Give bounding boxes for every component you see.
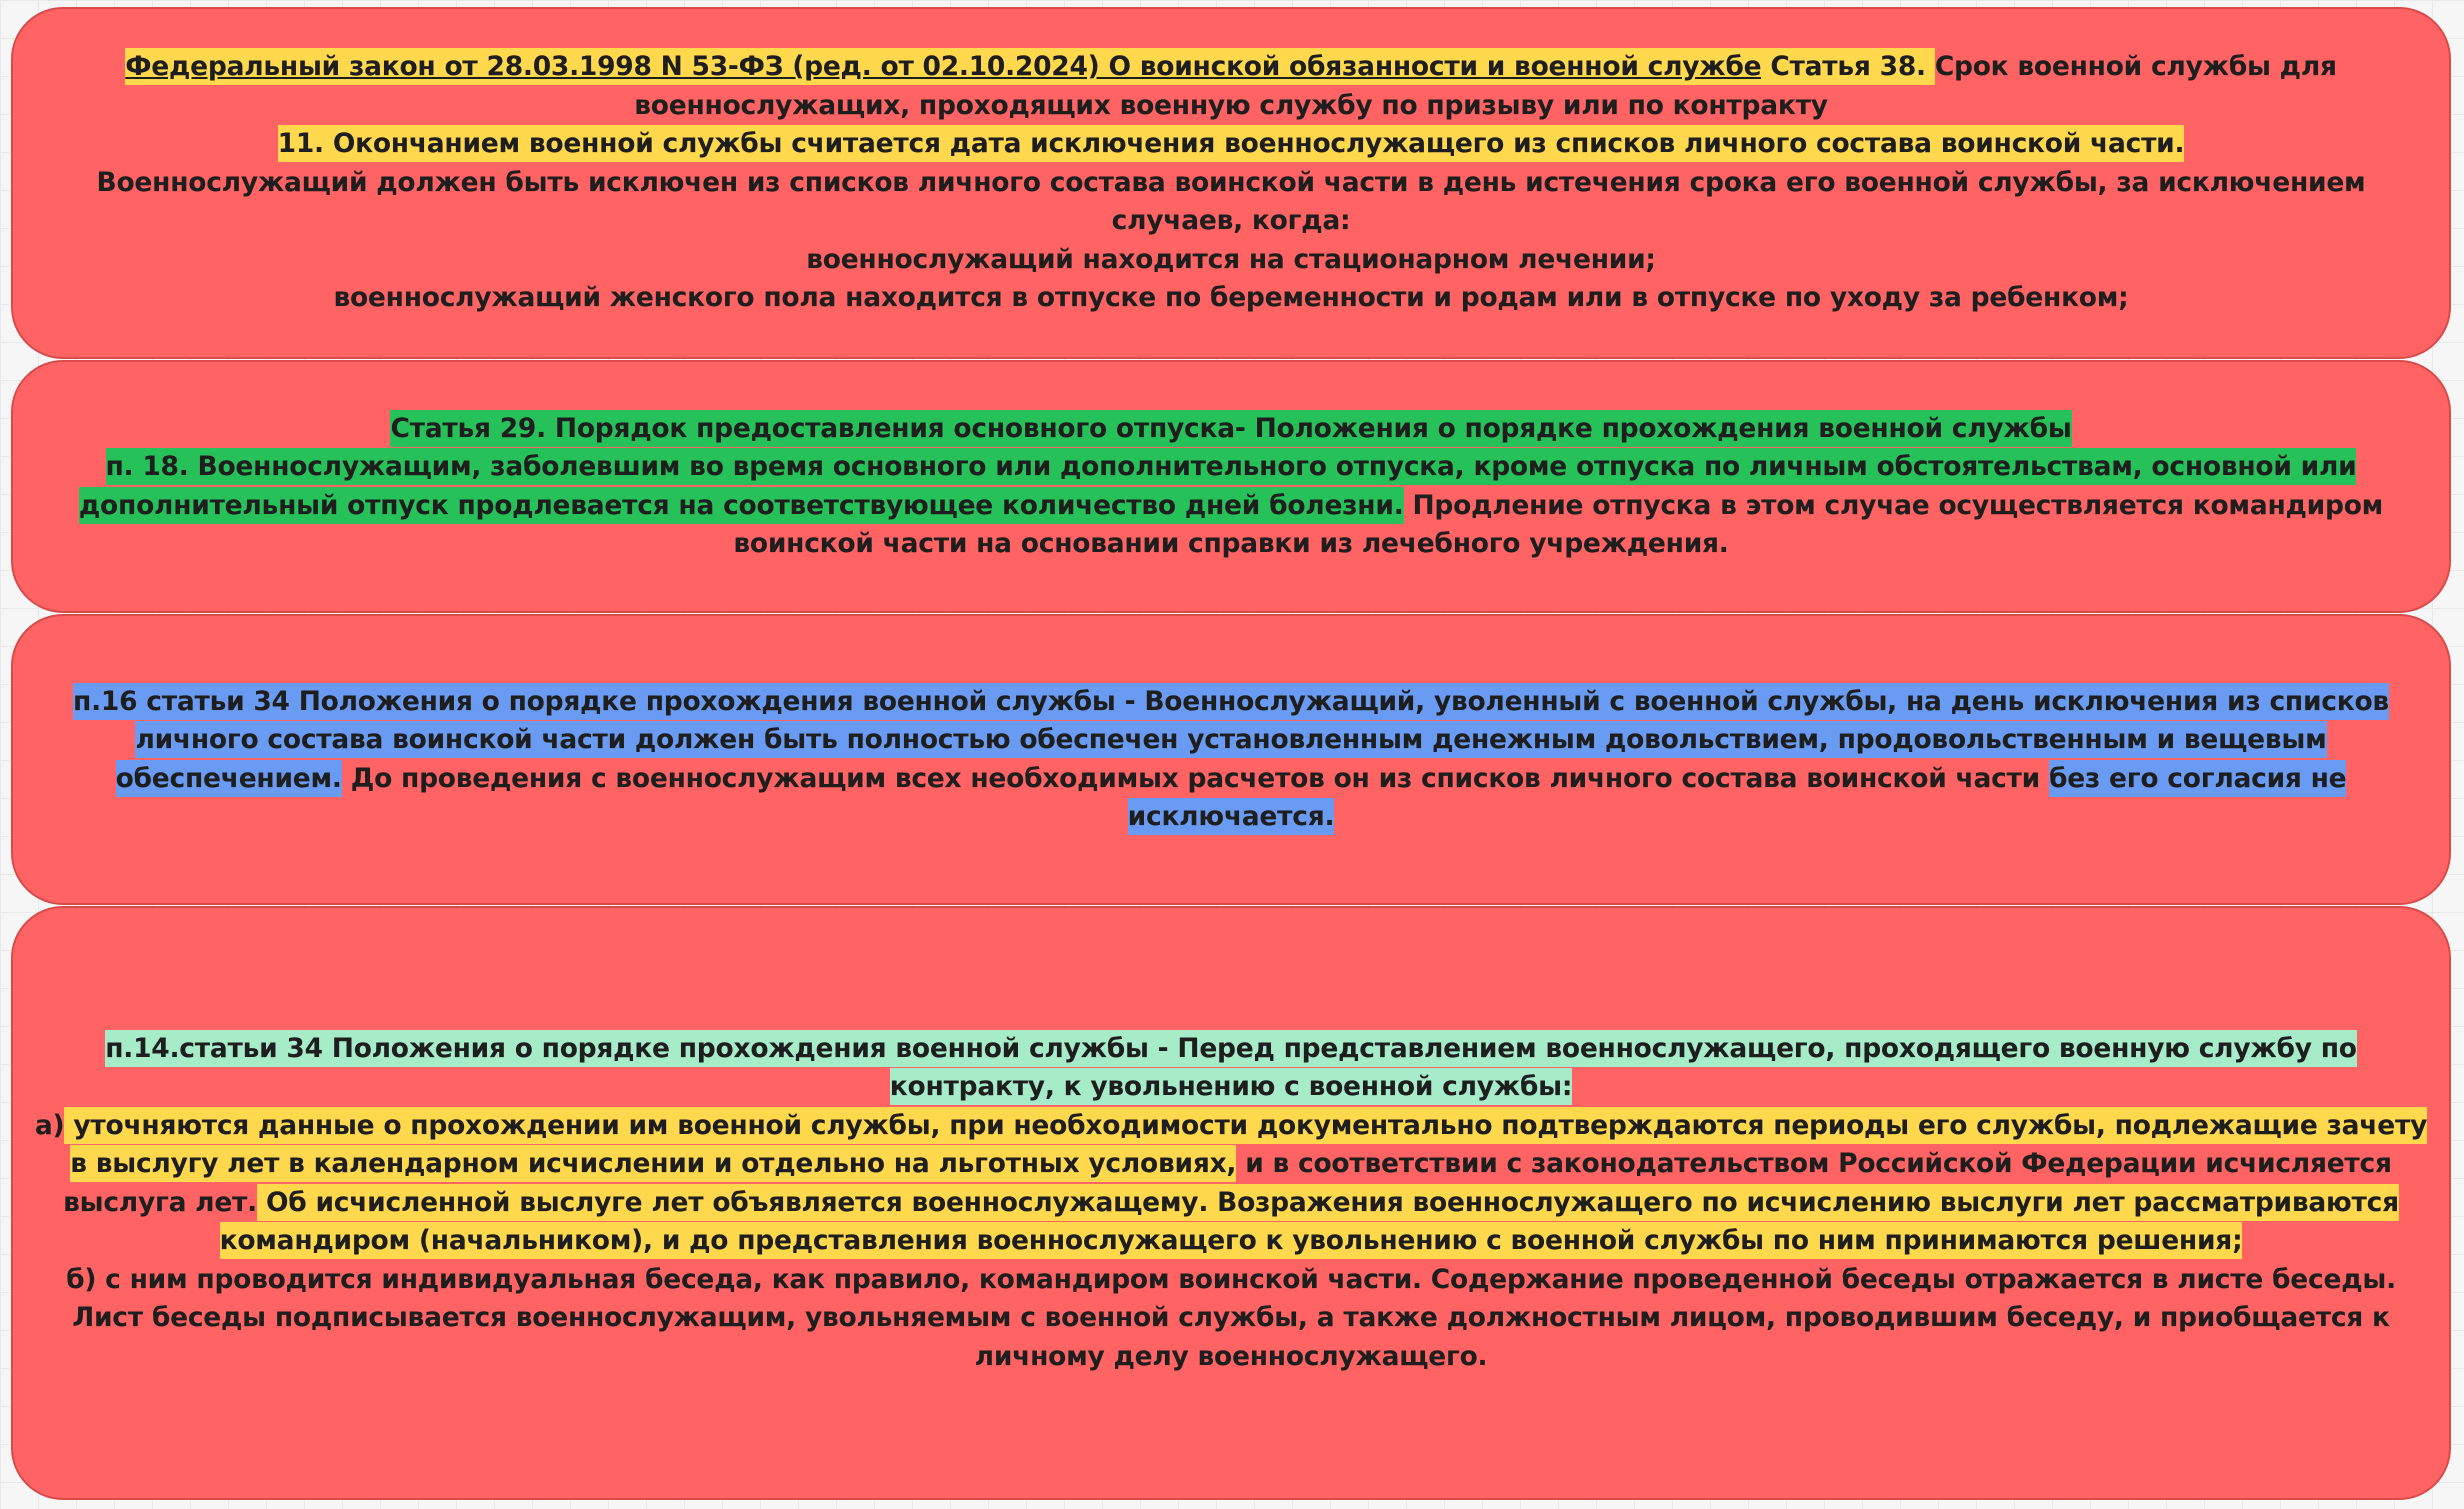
point-18-highlight: п. 18. Военнослужащим, заболевшим во время основного или дополнительного отпуска, кроме отпуска по личным обстоятельствам, основной или дополнительный отпуск продлевается на соответствующее количество дней болезни.	[79, 448, 2357, 524]
point-11-highlight: 11. Окончанием военной службы считается дата исключения военнослужащего из списков личного состава воинской части.	[278, 125, 2185, 162]
sticky-card-article-29[interactable]	[11, 360, 2451, 613]
exclusion-text: Военнослужащий должен быть исключен из списков личного состава воинской части в день истечения срока его военной службы, за исключением случаев, когда:	[96, 166, 2366, 237]
item-a-middle: и в соответствии с законодательством Российской Федерации исчисляется выслуга лет.	[63, 1148, 2392, 1218]
card-text	[31, 1030, 2431, 1377]
item-a-end-highlight: Об исчисленной выслуге лет объявляется военнослужащему. Возражения военнослужащего по исчислению выслуги лет рассматриваются командиром (начальником), и до представления военнослужащего к увольнению с военной службы по ним принимаются решения;	[220, 1184, 2399, 1260]
item-a-label: а)	[34, 1109, 65, 1141]
no-consent-highlight: без его согласия не исключается.	[1128, 760, 2347, 836]
article-title: Срок военной службы для военнослужащих, проходящих военную службу по призыву или по контракту	[634, 51, 2337, 121]
article-number: Статья 38.	[1761, 48, 1934, 85]
sticky-card-point-16[interactable]	[11, 614, 2451, 905]
exception-case-1: военнослужащий находится на стационарном лечении;	[806, 243, 1656, 275]
settlement-text: До проведения с военнослужащим всех необходимых расчетов он из списков личного состава воинской части	[341, 762, 2049, 794]
law-link[interactable]: Федеральный закон от 28.03.1998 N 53-ФЗ (ред. от 02.10.2024) О воинской обязанности и военной службе	[125, 48, 1761, 85]
point-14-highlight: п.14.статьи 34 Положения о порядке прохождения военной службы - Перед представлением военнослужащего, проходящего военную службу по контракту, к увольнению с военной службы:	[105, 1030, 2357, 1106]
card-text	[31, 48, 2431, 318]
point-16-highlight: п.16 статьи 34 Положения о порядке прохождения военной службы - Военнослужащий, уволенный с военной службы, на день исключения из списков личного состава воинской части должен быть полностью обеспечен установленным денежным довольствием, продовольственным и вещевым обеспечением.	[73, 683, 2389, 797]
card-text	[31, 683, 2431, 837]
article-29-title: Статья 29. Порядок предоставления основного отпуска- Положения о порядке прохождения военной службы	[390, 410, 2071, 447]
sticky-card-point-14[interactable]	[11, 906, 2451, 1500]
card-text	[31, 410, 2431, 564]
sticky-card-article-38[interactable]	[11, 7, 2451, 359]
extension-text: Продление отпуска в этом случае осуществляется командиром воинской части на основании справки из лечебного учреждения.	[733, 489, 2384, 559]
item-a-highlight: уточняются данные о прохождении им военной службы, при необходимости документально подтверждаются периоды его службы, подлежащие зачету в выслугу лет в календарном исчислении и отдельно на льготных условиях,	[64, 1107, 2427, 1183]
item-b-text: б) с ним проводится индивидуальная беседа, как правило, командиром воинской части. Содержание проведенной беседы отражается в листе беседы. Лист беседы подписывается военнослужащим, увольняемым с военной службы, а также должностным лицом, проводившим беседу, и приобщается к личному делу военнослужащего.	[66, 1263, 2396, 1372]
exception-case-2: военнослужащий женского пола находится в отпуске по беременности и родам или в отпуске по уходу за ребенком;	[333, 282, 2129, 314]
